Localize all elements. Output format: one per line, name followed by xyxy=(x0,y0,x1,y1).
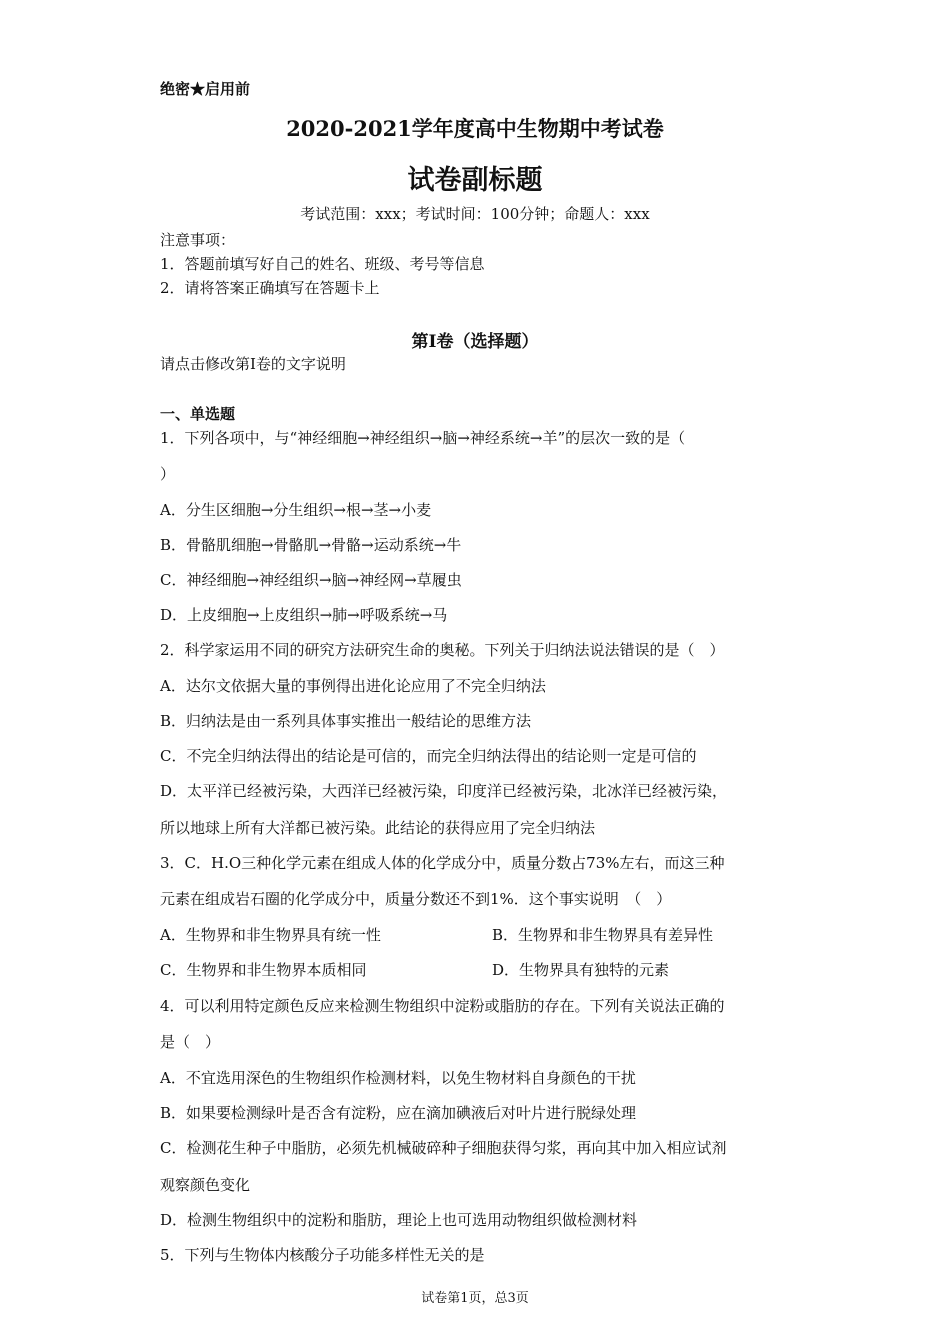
option-c: C．生物界和非生物界本质相同 xyxy=(160,961,367,979)
notes-heading: 注意事项： xyxy=(160,231,236,249)
section-title: 一、单选题 xyxy=(160,405,236,423)
question-stem: 4．可以利用特定颜色反应来检测生物组织中淀粉或脂肪的存在。下列有关说法正确的 xyxy=(160,997,725,1015)
volume-description[interactable]: 请点击修改第I卷的文字说明 xyxy=(160,355,346,373)
option-a: A．分生区细胞→分生组织→根→茎→小麦 xyxy=(160,501,432,519)
option-c-continued: 观察颜色变化 xyxy=(160,1176,251,1194)
option-d: D．太平洋已经被污染，大西洋已经被污染，印度洋已经被污染，北冰洋已经被污染， xyxy=(160,782,728,800)
page-footer: 试卷第1页，总3页 xyxy=(421,1291,529,1306)
question-stem: 5．下列与生物体内核酸分子功能多样性无关的是 xyxy=(160,1246,485,1264)
note-item: 1．答题前填写好自己的姓名、班级、考号等信息 xyxy=(160,255,485,273)
exam-info: 考试范围：xxx；考试时间：100分钟；命题人：xxx xyxy=(300,205,650,223)
option-c: C．检测花生种子中脂肪，必须先机械破碎种子细胞获得匀浆，再向其中加入相应试剂 xyxy=(160,1139,727,1157)
option-a: A．不宜选用深色的生物组织作检测材料，以免生物材料自身颜色的干扰 xyxy=(160,1069,636,1087)
volume-title: 第I卷（选择题） xyxy=(411,332,539,352)
option-a: A．达尔文依据大量的事例得出进化论应用了不完全归纳法 xyxy=(160,677,546,695)
option-d: D．生物界具有独特的元素 xyxy=(492,961,670,979)
question-stem: 是（ ） xyxy=(160,1033,221,1051)
option-a: A．生物界和非生物界具有统一性 xyxy=(160,926,381,944)
option-d: D．上皮细胞→上皮组织→肺→呼吸系统→马 xyxy=(160,606,448,624)
question-stem: 元素在组成岩石圈的化学成分中，质量分数还不到1%．这个事实说明 （ ） xyxy=(160,890,672,908)
note-item: 2．请将答案正确填写在答题卡上 xyxy=(160,279,380,297)
question-stem: 1．下列各项中，与“神经细胞→神经组织→脑→神经系统→羊”的层次一致的是（ xyxy=(160,429,686,447)
option-b: B．如果要检测绿叶是否含有淀粉，应在滴加碘液后对叶片进行脱绿处理 xyxy=(160,1104,637,1122)
exam-title: 2020-2021学年度高中生物期中考试卷 xyxy=(286,116,664,141)
option-d: D．检测生物组织中的淀粉和脂肪，理论上也可选用动物组织做检测材料 xyxy=(160,1211,638,1229)
question-stem: 3．C．H.O三种化学元素在组成人体的化学成分中，质量分数占73%左右，而这三种 xyxy=(160,854,725,872)
option-c: C．神经细胞→神经组织→脑→神经网→草履虫 xyxy=(160,571,462,589)
question-stem: 2．科学家运用不同的研究方法研究生命的奥秘。下列关于归纳法说法错误的是（ ） xyxy=(160,641,725,659)
question-stem: ） xyxy=(160,465,176,483)
confidential-label: 绝密★启用前 xyxy=(160,80,251,98)
option-d-continued: 所以地球上所有大洋都已被污染。此结论的获得应用了完全归纳法 xyxy=(160,819,596,837)
exam-subtitle: 试卷副标题 xyxy=(407,165,543,196)
option-c: C．不完全归纳法得出的结论是可信的，而完全归纳法得出的结论则一定是可信的 xyxy=(160,747,697,765)
option-b: B．归纳法是由一系列具体事实推出一般结论的思维方法 xyxy=(160,712,532,730)
option-b: B．骨骼肌细胞→骨骼肌→骨骼→运动系统→牛 xyxy=(160,536,462,554)
option-b: B．生物界和非生物界具有差异性 xyxy=(492,926,714,944)
